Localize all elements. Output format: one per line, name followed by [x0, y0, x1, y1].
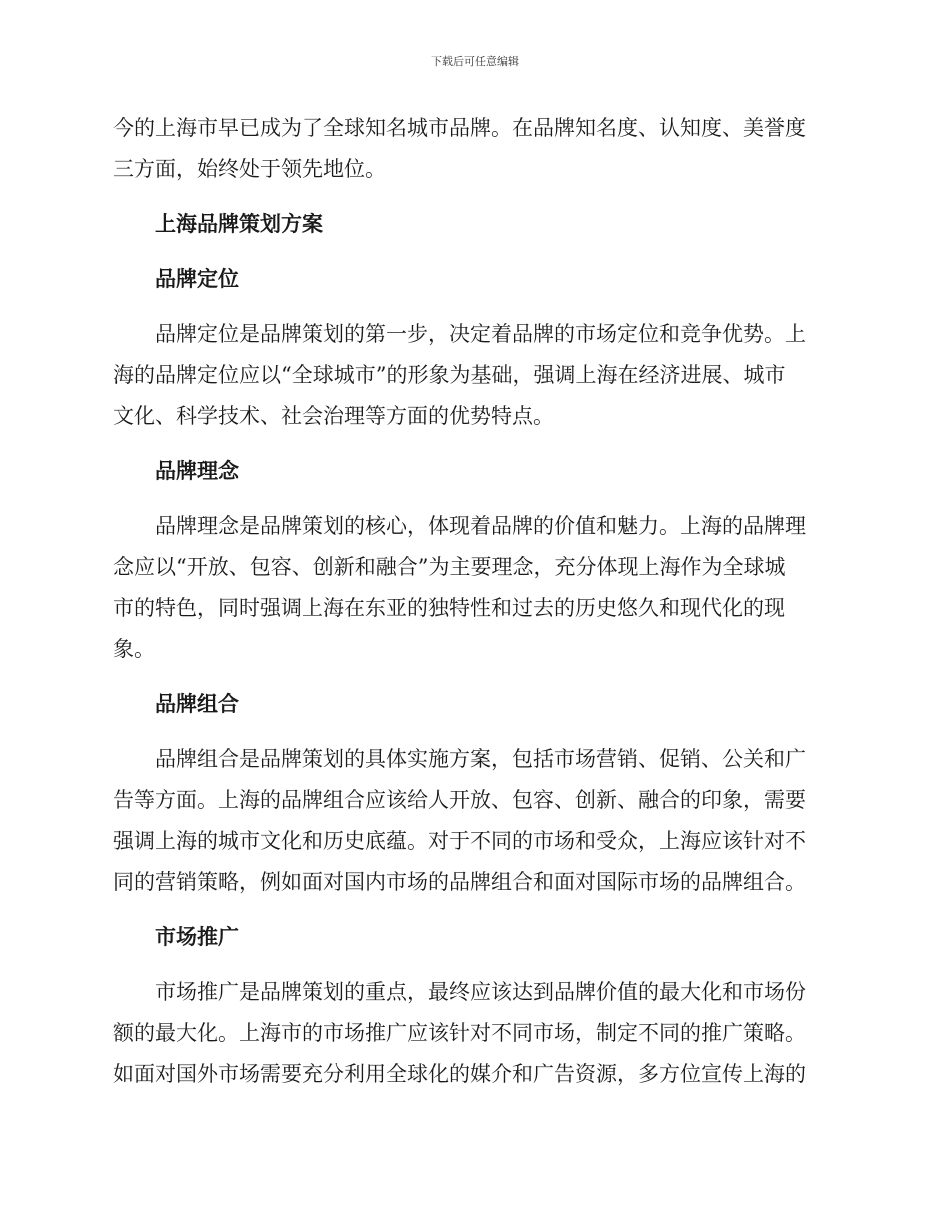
- section-paragraph-market-promotion: [113, 972, 835, 1095]
- section-paragraph-brand-portfolio: [113, 739, 835, 903]
- document-title: 上海品牌策划方案: [155, 212, 323, 236]
- paragraph-line: 强调上海的城市文化和历史底蕴。对于不同的市场和受众，上海应该针对不: [113, 829, 806, 853]
- paragraph-line: 海的品牌定位应以“全球城市”的形象为基础，强调上海在经济进展、城市: [113, 363, 786, 387]
- section-heading-brand-portfolio: 品牌组合: [155, 692, 239, 716]
- paragraph-line: 同的营销策略，例如面对国内市场的品牌组合和面对国际市场的品牌组合。: [113, 870, 806, 894]
- section-paragraph-brand-positioning: [113, 314, 835, 437]
- section-heading-brand-philosophy: 品牌理念: [155, 459, 239, 483]
- paragraph-line: 市的特色，同时强调上海在东亚的独特性和过去的历史悠久和现代化的现: [113, 596, 785, 620]
- paragraph-line: 告等方面。上海的品牌组合应该给人开放、包容、创新、融合的印象，需要: [113, 788, 806, 812]
- page-header: 下载后可任意编辑: [431, 55, 519, 68]
- paragraph-line: 念应以“开放、包容、创新和融合”为主要理念，充分体现上海作为全球城: [113, 555, 786, 579]
- document-body: [113, 108, 835, 1095]
- paragraph-line: 品牌组合是品牌策划的具体实施方案，包括市场营销、促销、公关和广: [155, 747, 806, 771]
- intro-line: 今的上海市早已成为了全球知名城市品牌。在品牌知名度、认知度、美誉度: [113, 116, 806, 140]
- paragraph-line: 文化、科学技术、社会治理等方面的优势特点。: [113, 404, 554, 428]
- paragraph-line: 如面对国外市场需要充分利用全球化的媒介和广告资源，多方位宣传上海的: [113, 1062, 806, 1086]
- paragraph-line: 额的最大化。上海市的市场推广应该针对不同市场，制定不同的推广策略。: [113, 1021, 806, 1045]
- paragraph-line: 象。: [113, 637, 155, 661]
- paragraph-line: 市场推广是品牌策划的重点，最终应该达到品牌价值的最大化和市场份: [155, 980, 806, 1004]
- paragraph-line: 品牌理念是品牌策划的核心，体现着品牌的价值和魅力。上海的品牌理: [155, 514, 806, 538]
- intro-paragraph: [113, 108, 835, 190]
- intro-line: 三方面，始终处于领先地位。: [113, 157, 386, 181]
- section-heading-brand-positioning: 品牌定位: [155, 267, 239, 291]
- section-paragraph-brand-philosophy: [113, 506, 835, 670]
- section-heading-market-promotion: 市场推广: [155, 925, 239, 949]
- paragraph-line: 品牌定位是品牌策划的第一步，决定着品牌的市场定位和竞争优势。上: [155, 322, 806, 346]
